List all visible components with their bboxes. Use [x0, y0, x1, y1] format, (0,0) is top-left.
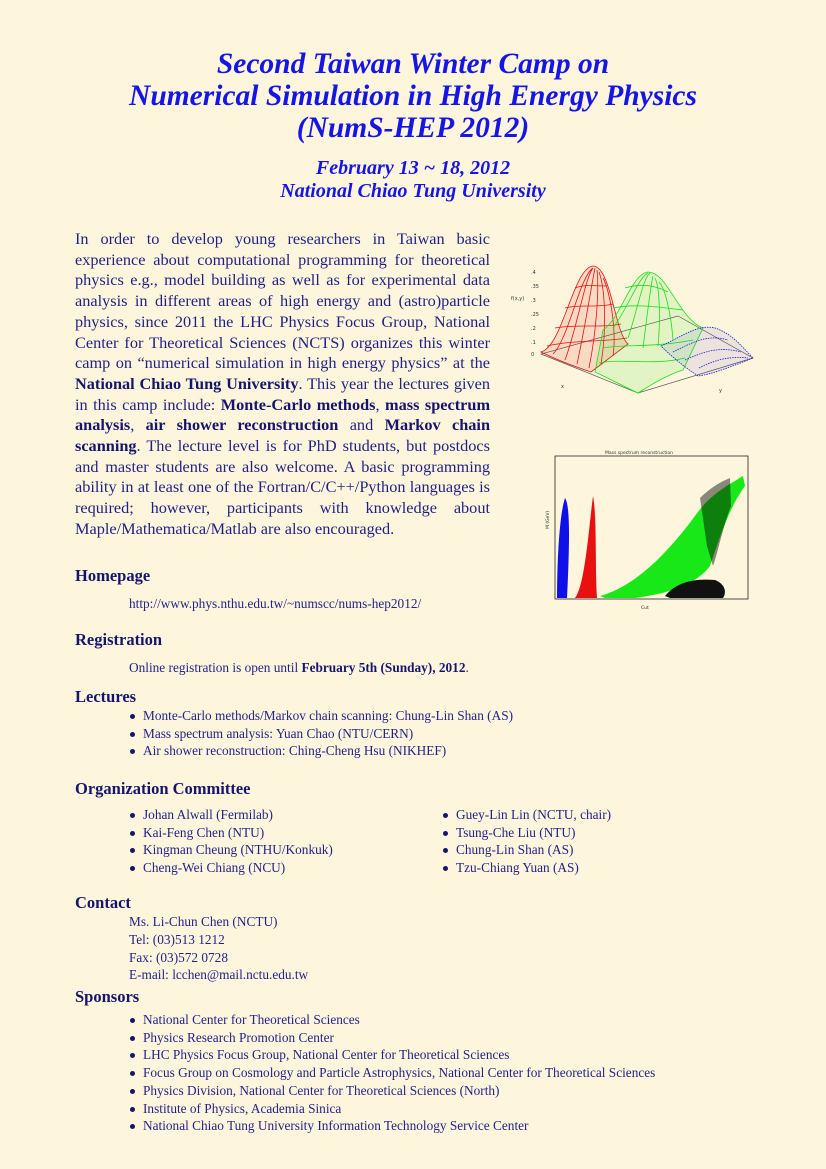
sponsors-heading: Sponsors [75, 987, 140, 1006]
list-item: Guey-Lin Lin (NCTU, chair) [442, 806, 755, 824]
committee-section [75, 779, 755, 877]
contact-heading: Contact [75, 893, 131, 912]
committee-heading: Organization Committee [75, 779, 251, 798]
homepage-link[interactable]: http://www.phys.nthu.edu.tw/~numscc/nums-hep2012/ [129, 596, 422, 611]
svg-text:Cut: Cut [641, 606, 649, 611]
list-item: Tsung-Che Liu (NTU) [442, 824, 755, 842]
lectures-heading: Lectures [75, 687, 137, 706]
svg-text:0: 0 [531, 352, 535, 358]
list-item: Cheng-Wei Chiang (NCU) [129, 859, 442, 877]
list-item: National Center for Theoretical Sciences [129, 1011, 655, 1029]
list-item: National Chiao Tung University Information Technology Service Center [129, 1117, 655, 1135]
sponsors-section [75, 987, 655, 1135]
contact-email[interactable]: E-mail: lcchen@mail.nctu.edu.tw [129, 967, 309, 983]
list-item: Physics Division, National Center for Theoretical Sciences (North) [129, 1082, 655, 1100]
svg-text:y: y [719, 388, 722, 394]
list-item: LHC Physics Focus Group, National Center for Theoretical Sciences [129, 1046, 655, 1064]
title-line-2: Numerical Simulation in High Energy Physics [129, 80, 697, 112]
surface-plot-figure [503, 248, 758, 408]
event-dates: February 13 ~ 18, 2012 [315, 157, 511, 179]
list-item: Air shower reconstruction: Ching-Cheng Hsu (NIKHEF) [129, 742, 513, 760]
contact-fax: Fax: (03)572 0728 [129, 949, 228, 965]
list-item: Focus Group on Cosmology and Particle Astrophysics, National Center for Theoretical Sciences [129, 1064, 655, 1082]
lectures-list [129, 707, 513, 760]
svg-text:Mass spectrum reconstruction: Mass spectrum reconstruction [605, 451, 673, 456]
homepage-heading: Homepage [75, 566, 151, 585]
svg-text:.1: .1 [531, 340, 536, 346]
registration-text: Online registration is open until February 5th (Sunday), 2012. [129, 660, 469, 675]
svg-text:.3: .3 [531, 298, 536, 304]
list-item: Monte-Carlo methods/Markov chain scanning: Chung-Lin Shan (AS) [129, 707, 513, 725]
list-item: Kingman Cheung (NTHU/Konkuk) [129, 841, 442, 859]
contact-section [75, 893, 308, 984]
title-line-3: (NumS-HEP 2012) [296, 112, 530, 144]
svg-text:.2: .2 [531, 326, 536, 332]
svg-text:.4: .4 [531, 270, 536, 276]
lectures-section [75, 687, 513, 760]
list-item: Mass spectrum analysis: Yuan Chao (NTU/CERN) [129, 725, 513, 743]
scatter-plot-figure [545, 446, 757, 611]
svg-text:f(x,y): f(x,y) [511, 296, 525, 302]
list-item: Chung-Lin Shan (AS) [442, 841, 755, 859]
homepage-section [75, 566, 421, 613]
registration-heading: Registration [75, 630, 163, 649]
list-item: Institute of Physics, Academia Sinica [129, 1100, 655, 1118]
contact-name: Ms. Li-Chun Chen (NCTU) [129, 914, 278, 929]
committee-list-right [442, 806, 755, 877]
list-item: Physics Research Promotion Center [129, 1029, 655, 1047]
poster-header [0, 48, 826, 203]
title-line-1: Second Taiwan Winter Camp on [216, 48, 610, 80]
intro-paragraph: In order to develop young researchers in Taiwan basic experience about computational programming for theoretical physics e.g., model building as well as for experimental data analysis in different areas of high energy and (astro)particle physics, since 2011 the LHC Physics Focus Group, National Center for Theoretical Sciences (NCTS) organizes this winter camp on “numerical simulation in high energy physics” at the National Chiao Tung University. This year the lectures given in this camp include: Monte-Carlo methods, mass spectrum analysis, air shower reconstruction and Markov chain scanning. The lecture level is for PhD students, but postdocs and master students are also welcome. A basic programming ability in at least one of the Fortran/C/C++/Python languages is required; however, participants with knowledge about Maple/Mathematica/Matlab are also encouraged. [75, 229, 491, 538]
list-item: Tzu-Chiang Yuan (AS) [442, 859, 755, 877]
svg-text:.35: .35 [531, 284, 539, 290]
event-venue: National Chiao Tung University [280, 180, 546, 202]
contact-tel: Tel: (03)513 1212 [129, 931, 225, 947]
svg-text:M (GeV): M (GeV) [546, 510, 551, 529]
sponsors-list [129, 1011, 655, 1135]
list-item: Kai-Feng Chen (NTU) [129, 824, 442, 842]
svg-text:.25: .25 [531, 312, 539, 318]
committee-list-left [129, 806, 442, 877]
registration-deadline: February 5th (Sunday), 2012 [301, 660, 466, 675]
list-item: Johan Alwall (Fermilab) [129, 806, 442, 824]
svg-text:x: x [561, 384, 564, 390]
registration-section [75, 630, 469, 677]
